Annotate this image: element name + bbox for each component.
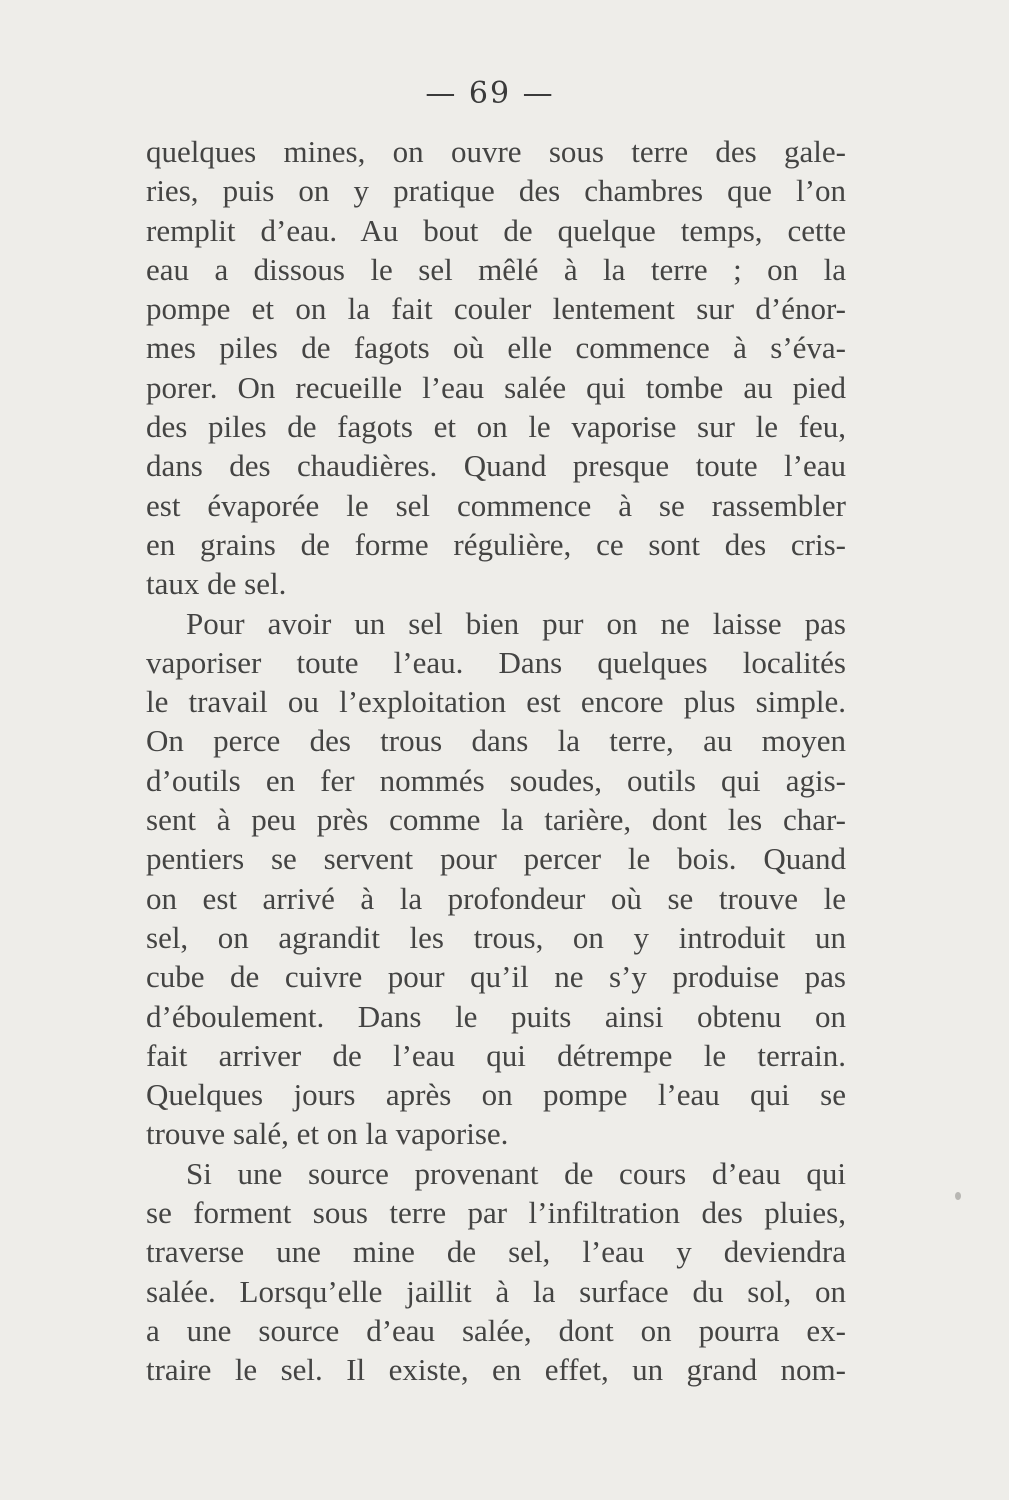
text-line: Pour avoir un sel bien pur on ne laisse pas xyxy=(186,605,846,641)
text-line: remplit d’eau. Au bout de quelque temps, cette xyxy=(146,212,846,248)
text-line: fait arriver de l’eau qui détrempe le terrain. xyxy=(146,1037,846,1073)
text-line: eau a dissous le sel mêlé à la terre ; on la xyxy=(146,251,846,287)
paper-speck xyxy=(955,1192,961,1200)
text-line: taux de sel. xyxy=(146,566,287,602)
body-text xyxy=(146,132,846,1390)
text-line: trouve salé, et on la vaporise. xyxy=(146,1116,509,1152)
text-line: est évaporée le sel commence à se rassembler xyxy=(146,487,846,523)
text-line: pentiers se servent pour percer le bois. Quand xyxy=(146,841,846,877)
text-line: sel, on agrandit les trous, on y introduit un xyxy=(146,919,846,955)
text-line: On perce des trous dans la terre, au moyen xyxy=(146,723,846,759)
text-line: d’outils en fer nommés soudes, outils qui agis- xyxy=(146,762,846,798)
text-line: salée. Lorsqu’elle jaillit à la surface du sol, on xyxy=(146,1273,846,1309)
text-line: se forment sous terre par l’infiltration des pluies, xyxy=(146,1195,846,1231)
text-line: traverse une mine de sel, l’eau y deviendra xyxy=(146,1234,846,1270)
text-line: pompe et on la fait couler lentement sur d’énor- xyxy=(146,291,846,327)
text-line: a une source d’eau salée, dont on pourra ex- xyxy=(146,1312,846,1348)
text-line: vaporiser toute l’eau. Dans quelques localités xyxy=(146,644,846,680)
text-line: on est arrivé à la profondeur où se trouve le xyxy=(146,880,846,916)
text-line: traire le sel. Il existe, en effet, un grand nom- xyxy=(146,1352,846,1388)
text-line: ries, puis on y pratique des chambres que l’on xyxy=(146,173,846,209)
text-line: sent à peu près comme la tarière, dont les char- xyxy=(146,802,846,838)
text-line: des piles de fagots et on le vaporise sur le feu, xyxy=(146,409,846,445)
text-line: Si une source provenant de cours d’eau qui xyxy=(186,1155,846,1191)
text-line: dans des chaudières. Quand presque toute l’eau xyxy=(146,448,846,484)
text-line: quelques mines, on ouvre sous terre des gale- xyxy=(146,134,846,169)
page-number: — 69 — xyxy=(425,76,555,111)
text-line: cube de cuivre pour qu’il ne s’y produise pas xyxy=(146,959,846,995)
text-line: Quelques jours après on pompe l’eau qui se xyxy=(146,1077,846,1113)
text-line: en grains de forme régulière, ce sont des cris- xyxy=(146,526,846,562)
text-line: d’éboulement. Dans le puits ainsi obtenu on xyxy=(146,998,846,1034)
text-line: le travail ou l’exploitation est encore plus simple. xyxy=(146,684,846,720)
text-line: mes piles de fagots où elle commence à s’éva- xyxy=(146,330,846,366)
text-line: porer. On recueille l’eau salée qui tombe au pied xyxy=(146,369,846,405)
